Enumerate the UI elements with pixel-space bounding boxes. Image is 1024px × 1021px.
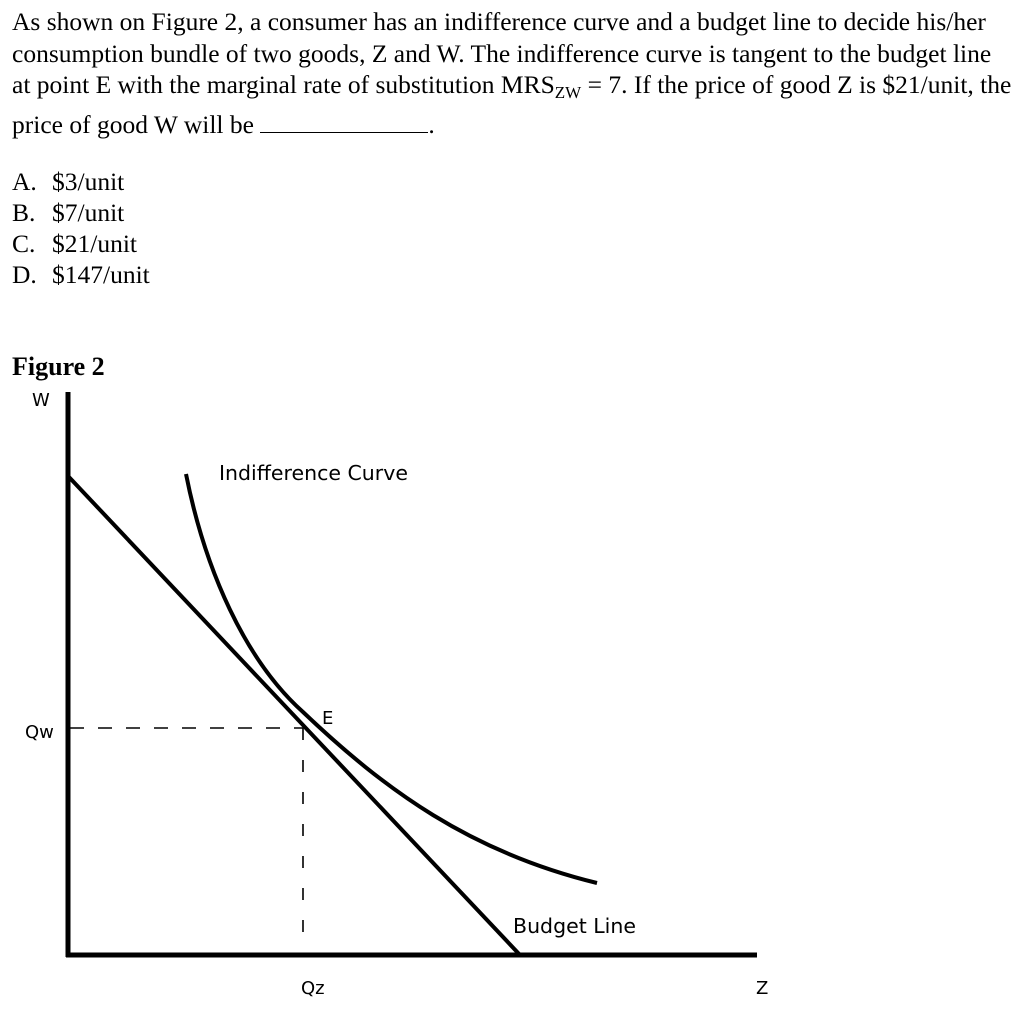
option-text: $3/unit <box>52 167 125 196</box>
qw-label: Qw <box>25 722 54 743</box>
mrs-subscript: ZW <box>554 83 582 102</box>
figure-title: Figure 2 <box>12 352 105 381</box>
option-text: $7/unit <box>52 198 125 227</box>
x-axis-label: Z <box>756 978 769 999</box>
option-letter: C. <box>12 229 36 258</box>
indifference-curve-label: Indifference Curve <box>219 461 408 485</box>
option-letter: D. <box>12 260 37 289</box>
budget-line-label: Budget Line <box>513 914 636 938</box>
qz-label: Qz <box>301 978 325 999</box>
question-end: . <box>428 109 435 139</box>
question-part-2: = 7. If the price of good Z is $21/unit, the price of good W will be <box>12 70 1012 139</box>
option-letter: A. <box>12 167 37 196</box>
option-text: $21/unit <box>52 229 138 258</box>
point-e-label: E <box>322 708 334 729</box>
budget-line <box>68 476 520 955</box>
option-text: $147/unit <box>52 260 150 289</box>
y-axis-label: W <box>32 390 50 411</box>
option-letter: B. <box>12 198 36 227</box>
question-part-1: As shown on Figure 2, a consumer has an indifference curve and a budget line to decide his/her consumption bundle of two goods, Z and W. The indifference curve is tangent to the budget line at point E with the marginal rate of substitution MRS <box>12 7 992 99</box>
